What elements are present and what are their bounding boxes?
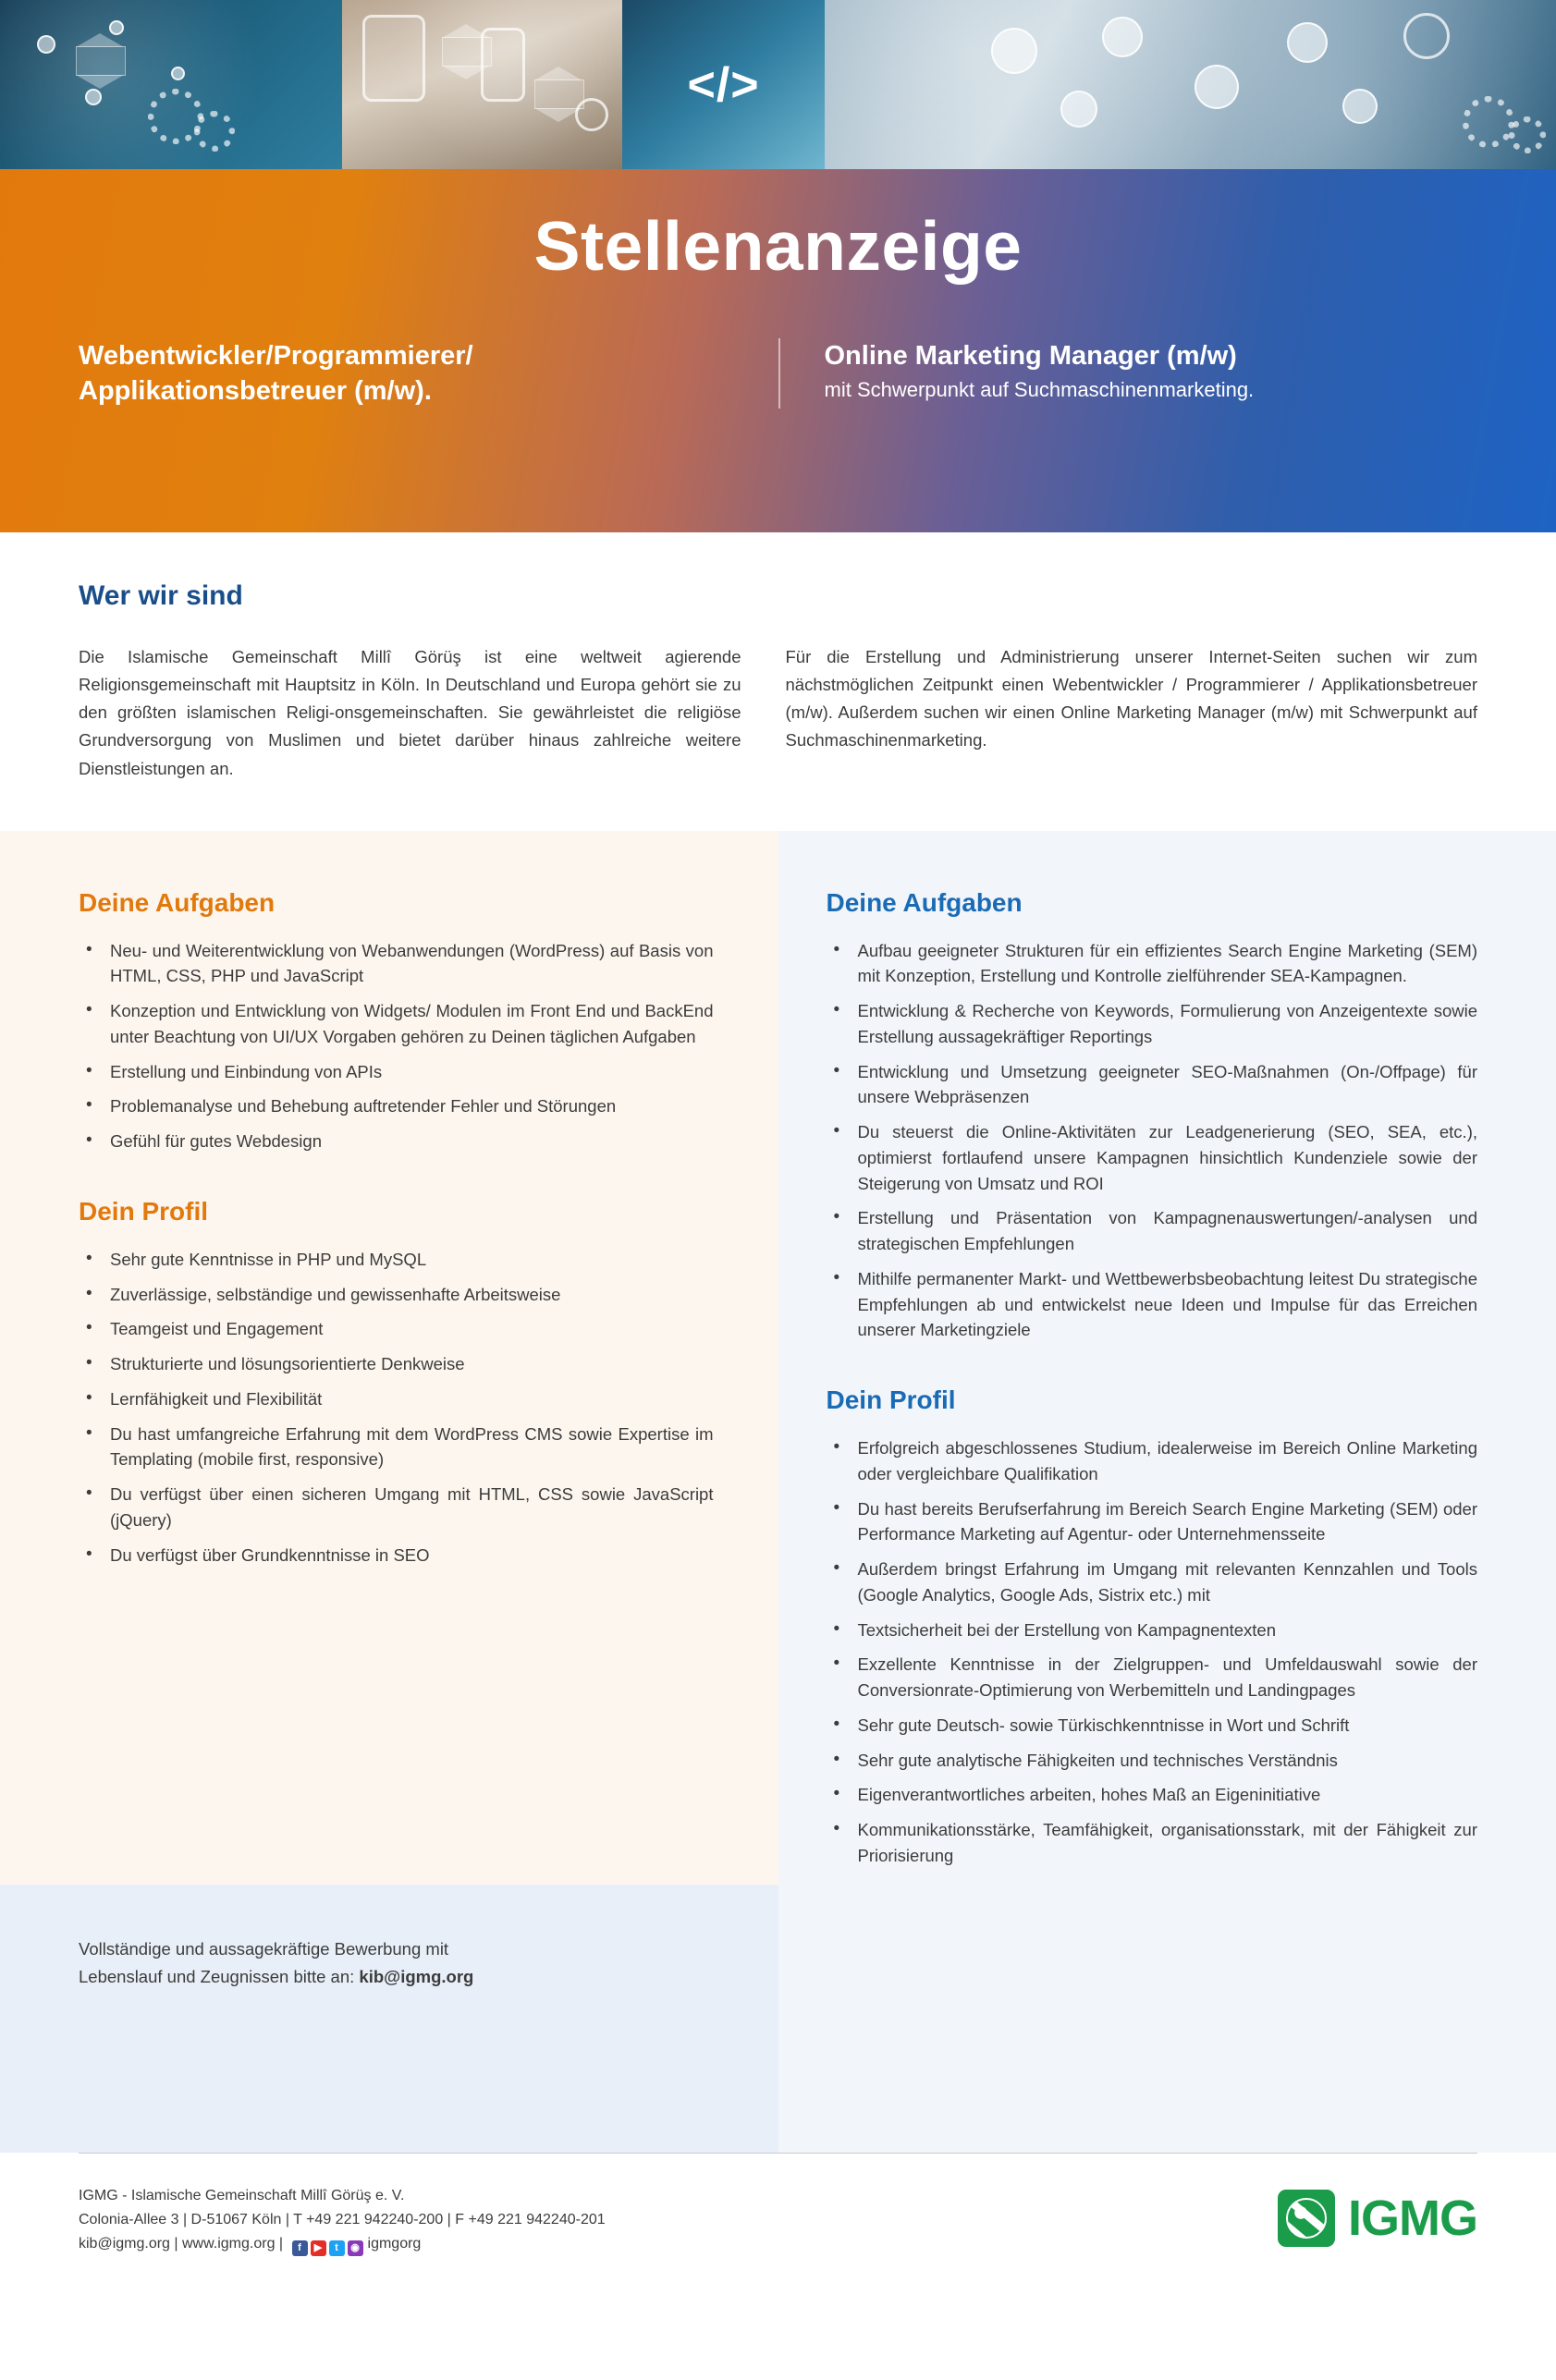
right-tasks-list (827, 938, 1478, 1344)
hexagon-icon (76, 46, 126, 76)
hero-pane-devices (342, 0, 622, 169)
list-item: • Problemanalyse und Behebung auftretender Fehler und Störungen (79, 1093, 714, 1119)
globe-logo-icon (1278, 2190, 1335, 2247)
list-item: • Textsicherheit bei der Erstellung von Kampagnentexten (827, 1617, 1478, 1643)
list-item: • Teamgeist und Engagement (79, 1316, 714, 1342)
hero-pane-globe-network (825, 0, 1556, 169)
list-item: • Neu- und Weiterentwicklung von Webanwendungen (WordPress) auf Basis von HTML, CSS, PHP und JavaScript (79, 938, 714, 990)
application-box (0, 1885, 778, 2153)
about-columns (79, 643, 1477, 783)
left-tasks-list (79, 938, 714, 1154)
network-node-icon (37, 35, 55, 54)
list-item: • Lernfähigkeit und Flexibilität (79, 1386, 714, 1412)
about-paragraph-left: Die Islamische Gemeinschaft Millî Görüş ist eine weltweit agierende Religionsgemeinschaft mit Hauptsitz in Köln. In Deutschland und Europa gehört sie zu den größten islamischen Religi-onsgemeinschaften. Sie gewährleistet die religiöse Grundversorgung von Muslimen und bietet darüber hinaus zahlreiche weitere Dienstleistungen an. (79, 647, 741, 778)
footer-social-handle: igmgorg (367, 2235, 422, 2252)
instagram-icon[interactable]: ◉ (348, 2240, 363, 2256)
title-banner (0, 169, 1556, 532)
application-line-1: Vollständige und aussagekräftige Bewerbung mit (79, 1938, 449, 1959)
left-profile-heading: Dein Profil (79, 1196, 209, 1226)
list-item: • Exzellente Kenntnisse in der Zielgruppen- und Umfeldauswahl sowie der Conversionrate-Optimierung von Werbemitteln und Landingpages (827, 1652, 1478, 1703)
list-item: • Erfolgreich abgeschlossenes Studium, idealerweise im Bereich Online Marketing oder vergleichbare Qualifikation (827, 1435, 1478, 1487)
left-tasks-heading: Deine Aufgaben (79, 887, 276, 917)
footer (0, 2153, 1556, 2319)
job-title-right-block (778, 338, 1478, 409)
footer-email-web[interactable]: kib@igmg.org | www.igmg.org | (79, 2235, 288, 2252)
gear-icon (1463, 96, 1514, 148)
list-item: • Du steuerst die Online-Aktivitäten zur Leadgenerierung (SEO, SEA, etc.), optimierst fortlaufend unsere Kampagnen hinsichtlich Kundenziele sowie der Steigerung von Umsatz und ROI (827, 1119, 1478, 1196)
job-titles-row (0, 338, 1556, 409)
network-node-icon (171, 67, 185, 80)
right-tasks-heading: Deine Aufgaben (826, 887, 1023, 917)
gear-icon (194, 111, 235, 152)
refresh-icon (1403, 13, 1450, 59)
list-item: • Zuverlässige, selbständige und gewissenhafte Arbeitsweise (79, 1282, 714, 1308)
footer-web-line (79, 2232, 606, 2256)
globe-node-icon (1195, 65, 1239, 109)
page-title: Stellenanzeige (533, 207, 1023, 285)
application-email[interactable]: kib@igmg.org (359, 1966, 474, 1986)
globe-node-icon (991, 28, 1037, 74)
globe-node-icon (1060, 91, 1097, 128)
facebook-icon[interactable]: f (292, 2240, 308, 2256)
list-item: • Gefühl für gutes Webdesign (79, 1129, 714, 1154)
code-icon: </> (687, 57, 760, 112)
list-item: • Entwicklung & Recherche von Keywords, Formulierung von Anzeigentexte sowie Erstellung aussagekräftiger Reportings (827, 998, 1478, 1050)
about-section (0, 532, 1556, 831)
right-profile-heading: Dein Profil (826, 1385, 956, 1415)
hexagon-icon (442, 37, 492, 67)
list-item: • Sehr gute Kenntnisse in PHP und MySQL (79, 1247, 714, 1273)
list-item: • Du hast bereits Berufserfahrung im Bereich Search Engine Marketing (SEM) oder Performance Marketing auf Agentur- oder Unternehmensseite (827, 1496, 1478, 1548)
right-profile-list (827, 1435, 1478, 1869)
left-profile-list (79, 1247, 714, 1568)
list-item: • Außerdem bringst Erfahrung im Umgang mit relevanten Kennzahlen und Tools (Google Analytics, Google Ads, Sistrix etc.) mit (827, 1556, 1478, 1608)
list-item: • Sehr gute analytische Fähigkeiten und technisches Verständnis (827, 1748, 1478, 1774)
footer-contact-block (79, 2184, 606, 2256)
igmg-logo (1278, 2190, 1477, 2247)
job-title-left-block (79, 338, 778, 409)
list-item: • Du verfügst über einen sicheren Umgang mit HTML, CSS sowie JavaScript (jQuery) (79, 1482, 714, 1533)
application-line-2 (79, 1963, 700, 1991)
youtube-icon[interactable]: ▶ (311, 2240, 326, 2256)
globe-node-icon (1342, 89, 1378, 124)
list-item: • Mithilfe permanenter Markt- und Wettbewerbsbeobachtung leitest Du strategische Empfehlungen ab und entwickelst neue Ideen und Impulse für das Erreichen unserer Marketingziele (827, 1266, 1478, 1343)
list-item: • Eigenverantwortliches arbeiten, hohes Maß an Eigeninitiative (827, 1782, 1478, 1808)
list-item: • Sehr gute Deutsch- sowie Türkischkenntnisse in Wort und Schrift (827, 1713, 1478, 1739)
list-item: • Aufbau geeigneter Strukturen für ein effizientes Search Engine Marketing (SEM) mit Konzeption, Erstellung und Kontrolle zielführender SEA-Kampagnen. (827, 938, 1478, 990)
about-heading: Wer wir sind (79, 580, 243, 611)
globe-node-icon (1102, 17, 1143, 57)
hero-pane-code (622, 0, 825, 169)
shutter-icon (575, 98, 608, 131)
main-body (0, 831, 1556, 2153)
globe-node-icon (1287, 22, 1328, 63)
footer-address: Colonia-Allee 3 | D-51067 Köln | T +49 221 942240-200 | F +49 221 942240-201 (79, 2211, 606, 2227)
hero-image-strip (0, 0, 1556, 169)
marketing-column (778, 831, 1556, 2153)
footer-divider (79, 2153, 1477, 2154)
list-item: • Konzeption und Entwicklung von Widgets/ Modulen im Front End und BackEnd unter Beachtung von UI/UX Vorgaben gehören zu Deinen täglichen Aufgaben (79, 998, 714, 1050)
about-paragraph-right: Für die Erstellung und Administrierung unserer Internet-Seiten suchen wir zum nächstmöglichen Zeitpunkt einen Webentwickler / Programmierer / Applikationsbetreuer (m/w). Außerdem suchen wir einen Online Marketing Manager (m/w) mit Schwerpunkt auf Suchmaschinenmarketing. (785, 647, 1477, 751)
job-title-right: Online Marketing Manager (m/w) (824, 340, 1237, 371)
list-item: • Strukturierte und lösungsorientierte Denkweise (79, 1351, 714, 1377)
list-item: • Kommunikationsstärke, Teamfähigkeit, organisationsstark, mit der Fähigkeit zur Priorisierung (827, 1817, 1478, 1869)
tablet-icon (362, 15, 425, 102)
job-title-left: Webentwickler/Programmierer/ Applikationsbetreuer (m/w). (79, 340, 473, 406)
gear-icon (1509, 116, 1546, 153)
job-subtitle-right: mit Schwerpunkt auf Suchmaschinenmarketing. (824, 377, 1255, 401)
footer-org-name: IGMG - Islamische Gemeinschaft Millî Görüş e. V. (79, 2187, 405, 2203)
application-line-2-text: Lebenslauf und Zeugnissen bitte an: (79, 1966, 360, 1986)
logo-wordmark: IGMG (1348, 2190, 1477, 2246)
list-item: • Erstellung und Präsentation von Kampagnenauswertungen/-analysen und strategischen Empfehlungen (827, 1205, 1478, 1257)
list-item: • Du hast umfangreiche Erfahrung mit dem WordPress CMS sowie Expertise im Templating (mobile first, responsive) (79, 1422, 714, 1473)
hero-pane-network (0, 0, 342, 169)
list-item: • Erstellung und Einbindung von APIs (79, 1059, 714, 1085)
twitter-icon[interactable]: t (329, 2240, 345, 2256)
network-node-icon (85, 89, 102, 105)
list-item: • Entwicklung und Umsetzung geeigneter SEO-Maßnahmen (On-/Offpage) für unsere Webpräsenzen (827, 1059, 1478, 1111)
list-item: • Du verfügst über Grundkenntnisse in SEO (79, 1543, 714, 1568)
social-icons[interactable] (292, 2240, 363, 2256)
